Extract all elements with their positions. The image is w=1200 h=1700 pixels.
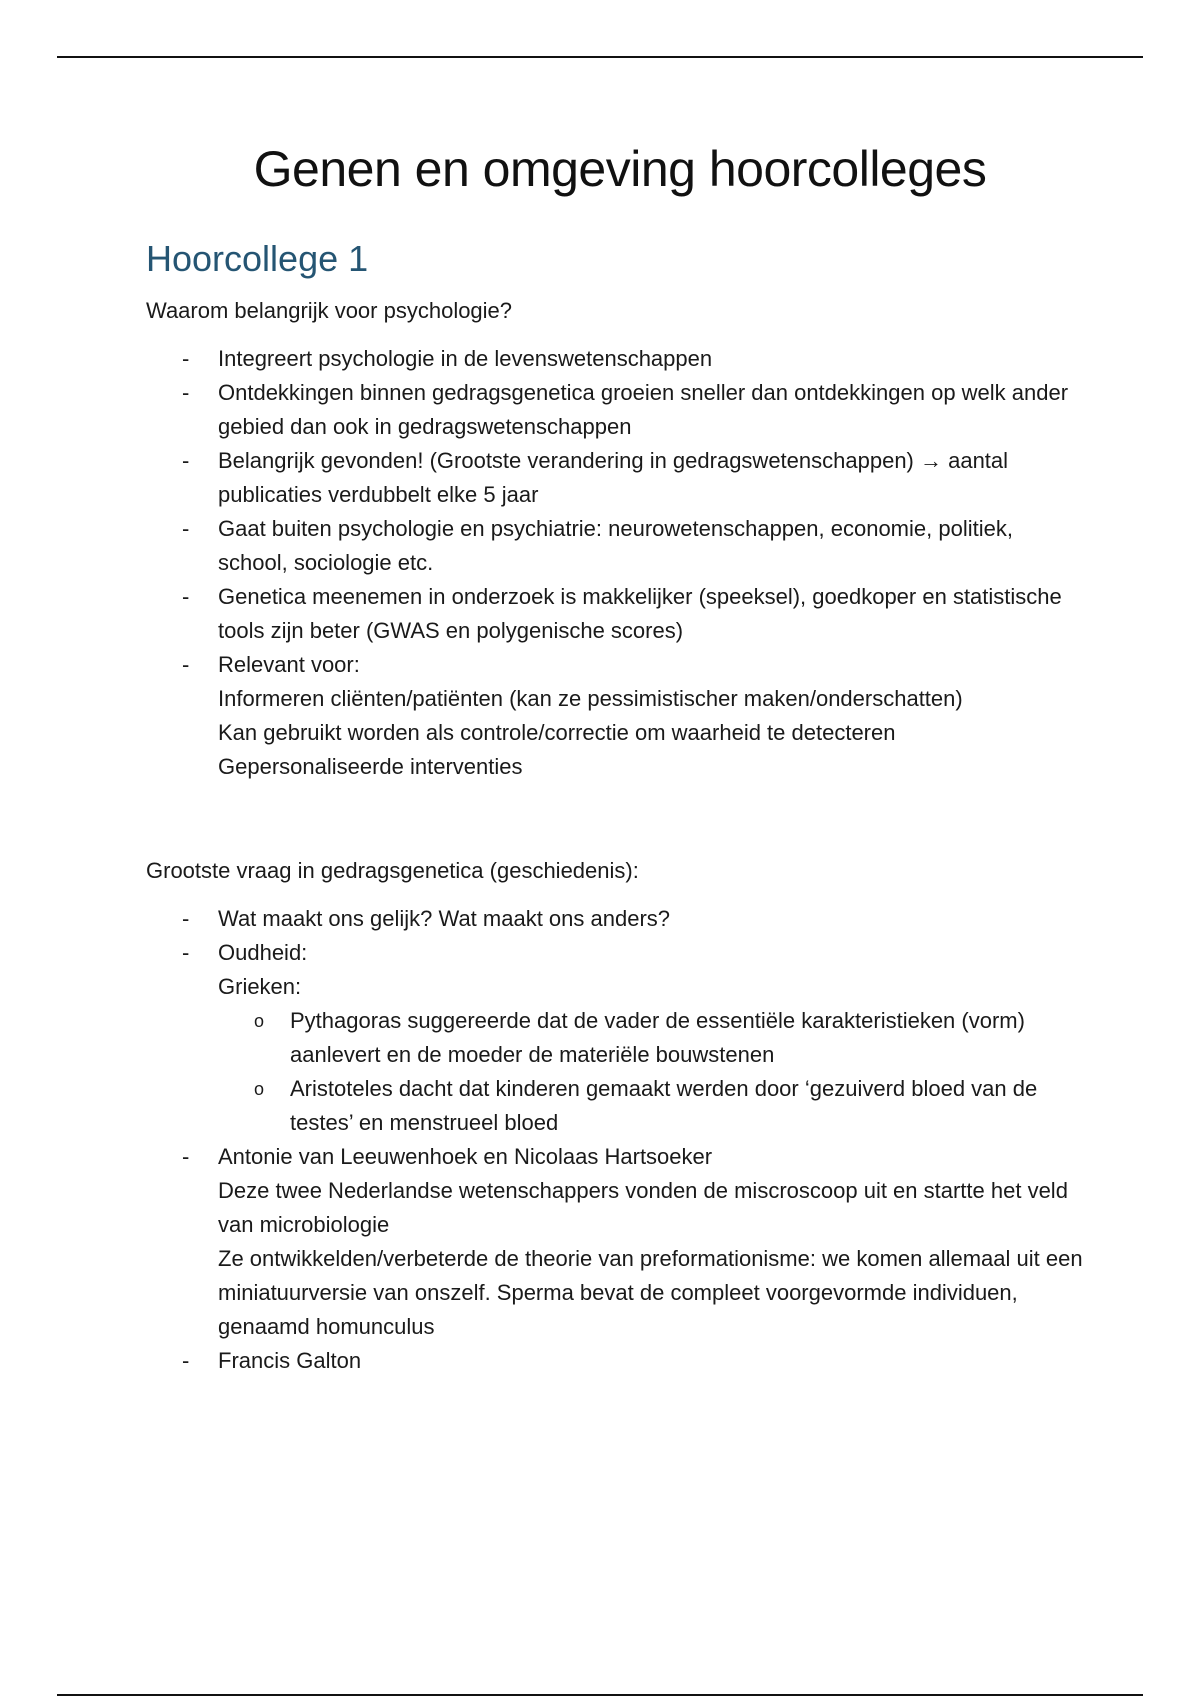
sub-list-item: o Aristoteles dacht dat kinderen gemaakt werden door ‘gezuiverd bloed van de testes’ en menstrueel bloed <box>218 1072 1086 1140</box>
grieken-sublist <box>218 1004 1086 1140</box>
dash-marker: - <box>182 1144 190 1169</box>
document-title: Genen en omgeving hoorcolleges <box>253 141 987 197</box>
list-item-oudheid: - Oudheid: Grieken: o Pythagoras suggereerde dat de vader de essentiële karakteristieken (vorm) aanlevert en de moeder de materiële bouwstenen o Aristoteles dacht dat kinderen gemaakt werden door ‘gezuiverd bloed van de testes’ en menstrueel bloed <box>146 936 1086 1140</box>
dash-marker: - <box>182 906 190 931</box>
list-item-relevant: - Relevant voor: Informeren cliënten/patiënten (kan ze pessimistischer maken/onderschatten) Kan gebruikt worden als controle/correctie om waarheid te detecteren Gepersonaliseerde interventies <box>146 648 1086 784</box>
list-item-leeuwenhoek: - Antonie van Leeuwenhoek en Nicolaas Hartsoeker Deze twee Nederlandse wetenschappers vonden de miscroscoop uit en startte het veld van microbiologie Ze ontwikkelden/verbeterde de theorie van preformationisme: we komen allemaal uit een miniatuurversie van onszelf. Sperma bevat de compleet voorgevormde individuen, genaamd homunculus <box>146 1140 1086 1344</box>
top-rule <box>57 56 1143 58</box>
circle-marker: o <box>254 1079 265 1099</box>
dash-marker: - <box>182 652 190 677</box>
dash-marker: - <box>182 346 190 371</box>
sub-list-item: o Pythagoras suggereerde dat de vader de essentiële karakteristieken (vorm) aanlevert en de moeder de materiële bouwstenen <box>218 1004 1086 1072</box>
circle-marker: o <box>254 1011 265 1031</box>
section1-bullet-list <box>146 342 1086 784</box>
dash-marker: - <box>182 584 190 609</box>
list-item: - Ontdekkingen binnen gedragsgenetica groeien sneller dan ontdekkingen op welk ander gebied dan ook in gedragswetenschappen <box>146 376 1086 444</box>
section1-lead: Waarom belangrijk voor psychologie? <box>146 298 513 323</box>
dash-marker: - <box>182 1348 190 1373</box>
dash-marker: - <box>182 516 190 541</box>
bottom-rule <box>57 1694 1143 1696</box>
list-item: - Belangrijk gevonden! (Grootste verandering in gedragswetenschappen) → aantal publicaties verdubbelt elke 5 jaar <box>146 444 1086 512</box>
dash-marker: - <box>182 448 190 473</box>
list-item: - Wat maakt ons gelijk? Wat maakt ons anders? <box>146 902 1086 936</box>
section-heading-hoorcollege-1: Hoorcollege 1 <box>146 238 369 279</box>
list-item: - Integreert psychologie in de levenswetenschappen <box>146 342 1086 376</box>
document-body <box>146 140 1086 1378</box>
dash-marker: - <box>182 940 190 965</box>
list-item: - Genetica meenemen in onderzoek is makkelijker (speeksel), goedkoper en statistische tools zijn beter (GWAS en polygenische scores) <box>146 580 1086 648</box>
dash-marker: - <box>182 380 190 405</box>
section2-bullet-list <box>146 902 1086 1378</box>
section2-lead: Grootste vraag in gedragsgenetica (geschiedenis): <box>146 858 639 883</box>
list-item: - Francis Galton <box>146 1344 1086 1378</box>
list-item: - Gaat buiten psychologie en psychiatrie: neurowetenschappen, economie, politiek, school, sociologie etc. <box>146 512 1086 580</box>
